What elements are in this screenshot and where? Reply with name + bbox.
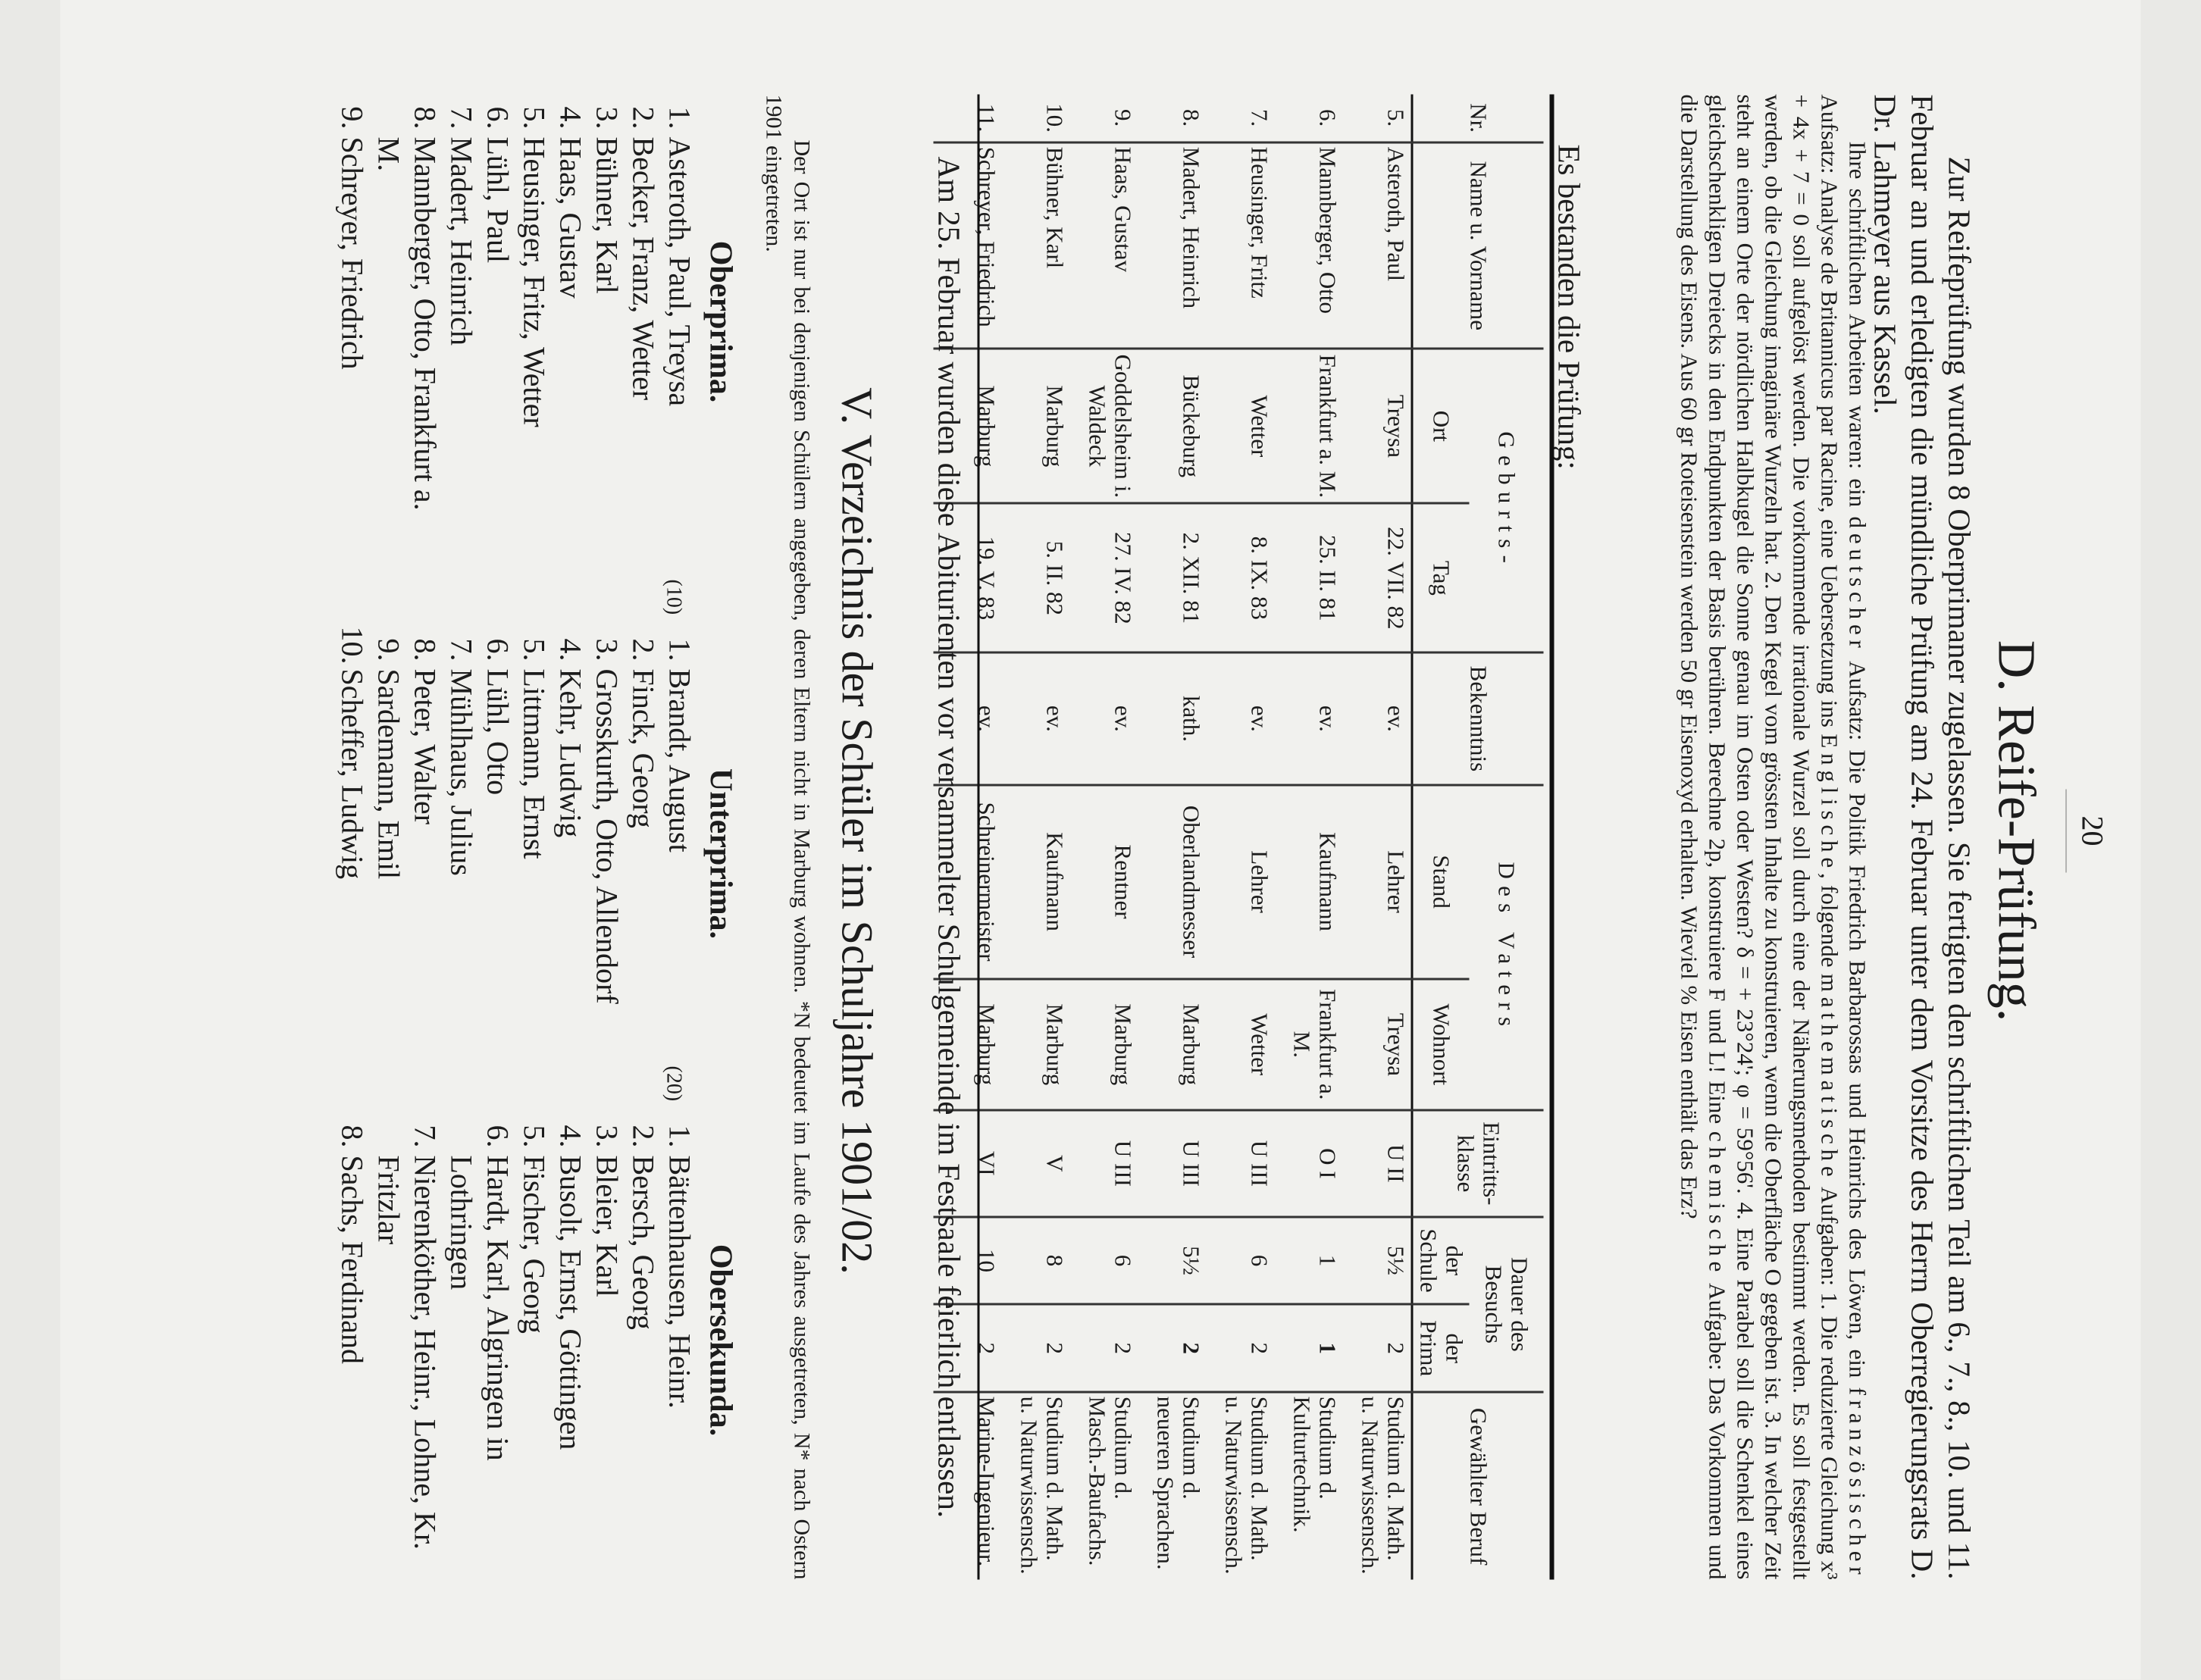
header-der-prima: der Prima — [1412, 1304, 1470, 1392]
header-eintrittsklasse: Eintritts-klasse — [1412, 1110, 1544, 1216]
tasks-text: , folgende — [1816, 872, 1843, 974]
list-item — [334, 95, 371, 549]
list-item — [589, 1113, 625, 1568]
item-text: Madert, Heinrich — [444, 136, 479, 346]
page-number-rule — [2066, 790, 2067, 873]
cell-nr: 10. — [1041, 103, 1069, 133]
section-title: D. Reife-Prüfung. — [1987, 640, 2046, 1022]
header-der-schule: der Schule — [1412, 1217, 1470, 1305]
cell-nr: 5. — [1382, 108, 1410, 127]
scanned-page — [61, 0, 2141, 1680]
cell-stand: Kaufmann — [1275, 785, 1343, 979]
cell-nr: 7. — [1246, 108, 1273, 127]
cell-name: Madert, Heinrich — [1138, 142, 1207, 349]
item-number: 6. — [481, 638, 515, 662]
header-bekenntnis: Bekenntnis — [1412, 652, 1544, 784]
item-number: 1. — [662, 1125, 697, 1148]
list-item — [553, 627, 589, 1081]
cell-tag: 22. VII. 82 — [1343, 503, 1413, 652]
list-item — [589, 95, 625, 549]
dismissal-paragraph: Am 25. Februar wurden diese Abiturienten vor versammelter Schulgemeinde im Festsaale feierlich entlassen. — [931, 156, 967, 1519]
header-wohnort: Wohnort — [1412, 979, 1470, 1111]
cell-prima: 2 — [934, 1304, 1002, 1392]
item-text: Bersch, Georg — [626, 1155, 661, 1330]
cell-name: Heusinger, Fritz — [1207, 142, 1275, 349]
item-text: Heusinger, Fritz, Wetter — [517, 136, 552, 427]
item-text: Becker, Franz, Wetter — [626, 136, 661, 401]
list-item — [371, 95, 443, 549]
passed-heading: Es bestanden die Prüfung: — [1551, 144, 1587, 470]
item-text: Haas, Gustav — [553, 136, 588, 299]
item-text: Busolt, Ernst, Göttingen — [553, 1155, 588, 1450]
item-number: 6. — [481, 1125, 515, 1148]
cell-ort: Goddelsheim i. Waldeck — [1070, 349, 1138, 503]
tasks-text: Aufsatz: Analyse de Britannicus par Racine, eine Uebersetzung ins — [1816, 94, 1843, 734]
cell-tag: 19. V. 83 — [934, 503, 1002, 652]
cell-wohnort: Marburg — [1070, 979, 1138, 1111]
cell-name: Mannberger, Otto — [1275, 142, 1343, 349]
list-item — [516, 1113, 553, 1568]
cell-klasse: U II — [1343, 1110, 1413, 1216]
list-item — [371, 1113, 443, 1568]
list-item — [553, 95, 589, 549]
item-text: Bättenhausen, Heinr. — [662, 1155, 697, 1409]
item-number: 3. — [590, 106, 625, 130]
tasks-spaced-word: mathematische — [1816, 973, 1843, 1182]
table-row — [1138, 95, 1207, 1580]
cell-stand: Schreinermeister — [934, 785, 1002, 979]
item-text: Lühl, Otto — [481, 668, 515, 796]
list-item — [443, 1113, 516, 1568]
list-item — [443, 95, 480, 549]
section5-title: V. Verzeichnis der Schüler im Schuljahre 1901/02. — [832, 387, 882, 1275]
item-text: Bühner, Karl — [590, 136, 625, 294]
unterprima-title: Unterprima. — [703, 768, 738, 940]
intro-paragraph: Zur Reifeprüfung wurden 8 Oberprimaner zugelassen. Sie fertigten den schriftlichen Teil am 6., 7., 8., 10. und 11. Februar an und erledigten die mündliche Prüfung am 24. Februar unter dem Vorsitze des Herrn Oberregierungsrats D. Dr. Lahmeyer aus Kassel. — [1868, 94, 1977, 1580]
list-item — [662, 95, 698, 549]
item-text: Fischer, Georg — [517, 1155, 552, 1334]
cell-bekenntnis: ev. — [934, 652, 1002, 784]
cell-beruf: Studium d. neueren Sprachen. — [1138, 1392, 1207, 1579]
tasks-spaced-word: deutscher — [1844, 516, 1871, 653]
cell-nr: 11. — [973, 103, 1000, 133]
item-number: 1. — [662, 106, 697, 130]
list-item — [589, 627, 625, 1081]
table-bottom-rule — [978, 95, 980, 1580]
cell-schule: 6 — [1207, 1217, 1275, 1305]
cell-bekenntnis: ev. — [1275, 652, 1343, 784]
cell-ort: Marburg — [934, 349, 1002, 503]
item-text: Hardt, Karl, Algringen in Lothringen — [444, 1155, 515, 1461]
item-text: Nierenköther, Heinr., Lohne, Kr. Fritzlar — [371, 1155, 443, 1550]
list-item — [407, 627, 443, 1081]
item-number: 2. — [626, 106, 661, 130]
item-number: 9. — [335, 106, 370, 130]
cell-klasse: U III — [1070, 1110, 1138, 1216]
item-number: 7. — [408, 1125, 443, 1148]
cell-tag: 2. XII. 81 — [1138, 503, 1207, 652]
item-number: 5. — [517, 638, 552, 662]
cell-ort: Marburg — [1002, 349, 1070, 503]
cell-ort: Wetter — [1207, 349, 1275, 503]
item-text: Schreyer, Friedrich — [335, 136, 370, 370]
cell-stand: Lehrer — [1343, 785, 1413, 979]
item-number: 2. — [626, 1125, 661, 1148]
cell-schule: 8 — [1002, 1217, 1070, 1305]
header-ort: Ort — [1412, 349, 1470, 503]
item-text: Asteroth, Paul, Treysa — [662, 136, 697, 407]
cell-prima: 2 — [1343, 1304, 1413, 1392]
item-number: 10. — [335, 626, 370, 665]
unterprima-list — [334, 579, 739, 1081]
obersekunda-list — [334, 1065, 739, 1568]
table-row — [1070, 95, 1138, 1580]
tasks-text: Ihre schriftlichen Arbeiten waren: ein — [1844, 141, 1871, 517]
table-row — [1002, 95, 1070, 1580]
cell-tag: 8. IX. 83 — [1207, 503, 1275, 652]
tasks-text: Aufgabe: Das Vorkommen und die Darstellung des Eisens. Aus 60 gr Roteisenstein werden 50 gr Eisenoxyd erhalten. Wieviel % Eisen enthält das Erz? — [1676, 94, 1731, 1580]
item-text: Finck, Georg — [626, 668, 661, 828]
cell-schule: 1 — [1275, 1217, 1343, 1305]
item-number: 8. — [408, 106, 443, 130]
cell-schule: 5½ — [1343, 1217, 1413, 1305]
cell-prima: 1 — [1275, 1304, 1343, 1392]
oberprima-count: (10) — [662, 579, 686, 615]
cell-bekenntnis: ev. — [1070, 652, 1138, 784]
obersekunda-title: Obersekunda. — [703, 1244, 738, 1437]
item-number: 9. — [371, 638, 406, 662]
cell-schule: 10 — [934, 1217, 1002, 1305]
cell-schule: 6 — [1070, 1217, 1138, 1305]
item-number: 1. — [662, 638, 697, 662]
unterprima-count: (20) — [662, 1065, 686, 1102]
item-number: 4. — [553, 638, 588, 662]
cell-klasse: V — [1002, 1110, 1070, 1216]
cell-prima: 2 — [1207, 1304, 1275, 1392]
item-number: 7. — [444, 638, 479, 662]
oberprima-list — [334, 95, 739, 549]
item-text: Littmann, Ernst — [517, 668, 552, 859]
list-item — [625, 627, 662, 1081]
tasks-text: Aufsatz: Die Politik Friedrich Barbarossas und Heinrichs des Löwen, ein — [1844, 652, 1871, 1387]
cell-wohnort: Treysa — [1343, 979, 1413, 1111]
item-number: 5. — [517, 106, 552, 130]
cell-wohnort: Marburg — [1138, 979, 1207, 1111]
cell-bekenntnis: ev. — [1207, 652, 1275, 784]
cell-bekenntnis: ev. — [1002, 652, 1070, 784]
tasks-spaced-word: chemische — [1704, 1131, 1731, 1278]
cell-stand: Rentner — [1070, 785, 1138, 979]
cell-wohnort: Wetter — [1207, 979, 1275, 1111]
cell-tag: 25. II. 81 — [1275, 503, 1343, 652]
cell-klasse: U III — [1207, 1110, 1275, 1216]
header-dauer: Dauer des Besuchs — [1470, 1217, 1544, 1393]
cell-ort: Bückeburg — [1138, 349, 1207, 503]
list-item — [480, 627, 516, 1081]
cell-name: Asteroth, Paul — [1343, 142, 1413, 349]
header-nr: Nr. — [1465, 103, 1492, 133]
cell-beruf: Studium d. Kulturtechnik. — [1275, 1392, 1343, 1579]
cell-ort: Frankfurt a. M. — [1275, 349, 1343, 503]
cell-prima: 2 — [1138, 1304, 1207, 1392]
cell-stand: Kaufmann — [1002, 785, 1070, 979]
cell-beruf: Marine-Ingenieur. — [934, 1392, 1002, 1579]
cell-beruf: Studium d. Math. u. Naturwissensch. — [1002, 1392, 1070, 1579]
item-text: Mühlhaus, Julius — [444, 668, 479, 876]
cell-name: Haas, Gustav — [1070, 142, 1138, 349]
item-number: 4. — [553, 1125, 588, 1148]
cell-tag: 27. IV. 82 — [1070, 503, 1138, 652]
page-number: 20 — [2075, 815, 2110, 846]
item-text: Sardemann, Emil — [371, 668, 406, 880]
cell-schule: 5½ — [1138, 1217, 1207, 1305]
oberprima-title: Oberprima. — [703, 240, 738, 403]
item-number: 6. — [481, 106, 515, 130]
item-text: Bleier, Karl — [590, 1155, 625, 1297]
cell-wohnort: Frankfurt a. M. — [1275, 979, 1343, 1111]
table-top-rule — [1550, 95, 1554, 1580]
item-number: 8. — [335, 1125, 370, 1148]
item-number: 3. — [590, 1125, 625, 1148]
list-item — [662, 627, 698, 1081]
tasks-spaced-word: französischer — [1844, 1387, 1871, 1580]
graduates-table — [934, 95, 1544, 1580]
tasks-spaced-word: Englische — [1816, 734, 1843, 873]
header-stand: Stand — [1412, 785, 1470, 979]
item-number: 7. — [444, 106, 479, 130]
header-tag: Tag — [1412, 503, 1470, 652]
list-item — [625, 95, 662, 549]
cell-bekenntnis: kath. — [1138, 652, 1207, 784]
list-item — [553, 1113, 589, 1568]
cell-nr: 6. — [1314, 108, 1342, 127]
item-text: Grosskurth, Otto, Allendorf — [590, 668, 625, 1004]
item-text: Scheffer, Ludwig — [335, 668, 370, 880]
item-text: Sachs, Ferdinand — [335, 1155, 370, 1365]
item-text: Brandt, August — [662, 668, 697, 853]
list-item — [516, 627, 553, 1081]
cell-beruf: Studium d. Masch.-Baufachs. — [1070, 1392, 1138, 1579]
table-row — [1343, 95, 1413, 1580]
cell-name: Schreyer, Friedrich — [934, 142, 1002, 349]
cell-prima: 2 — [1070, 1304, 1138, 1392]
cell-nr: 9. — [1110, 108, 1137, 127]
header-beruf: Gewählter Beruf — [1412, 1392, 1544, 1579]
list-item — [443, 627, 480, 1081]
location-note: Der Ort ist nur bei denjenigen Schülern angegeben, deren Eltern nicht in Marburg wohnen. *N bedeutet im Laufe des Jahres ausgetreten, N* nach Ostern 1901 eingetreten. — [761, 94, 815, 1580]
cell-stand: Oberlandmesser — [1138, 785, 1207, 979]
cell-nr: 8. — [1178, 108, 1205, 127]
header-name: Name u. Vorname — [1412, 142, 1544, 349]
cell-stand: Lehrer — [1207, 785, 1275, 979]
item-text: Lühl, Paul — [481, 136, 515, 264]
tasks-paragraph — [1676, 95, 1872, 1580]
cell-beruf: Studium d. Math. u. Naturwissensch. — [1207, 1392, 1275, 1579]
header-geburts: Geburts- — [1470, 349, 1544, 652]
cell-klasse: VI — [934, 1110, 1002, 1216]
list-item — [480, 95, 516, 549]
list-item — [625, 1113, 662, 1568]
tasks-text: Aufgaben: 1. Die reduzierte Gleichung x³ + 4x + 7 = 0 soll aufgelöst werden. Die vorkommende irrationale Wurzel soll durch eine der Näherungsmethoden bestimmt werden. Es soll festgestellt werden, ob die Gleichung imaginäre Wurzeln hat. 2. Den Kegel vom grössten Inhalte zu konstruieren, wenn die Oberfläche O gegeben ist. 3. In welcher Zeit steht an einem Orte der nördlichen Halbkugel die Sonne genau im Osten oder Westen? δ = + 23°24'; φ = 59°56'. 4. Eine Parabel soll die Schenkel eines gleichschenkligen Dreiecks in den Endpunkten der Basis berühren. Berechne 2p, konstruiere F und L! Eine — [1704, 94, 1843, 1580]
table-row — [1275, 95, 1343, 1580]
cell-name: Bühner, Karl — [1002, 142, 1070, 349]
item-text: Peter, Walter — [408, 668, 443, 824]
cell-beruf: Studium d. Math. u. Naturwissensch. — [1343, 1392, 1413, 1579]
list-item — [516, 95, 553, 549]
list-item — [662, 1113, 698, 1568]
cell-wohnort: Marburg — [1002, 979, 1070, 1111]
cell-bekenntnis: ev. — [1343, 652, 1413, 784]
cell-tag: 5. II. 82 — [1002, 503, 1070, 652]
list-item — [334, 1113, 371, 1568]
item-text: Kehr, Ludwig — [553, 668, 588, 838]
header-des-vaters: Des Vaters — [1470, 785, 1544, 1111]
table-row — [1207, 95, 1275, 1580]
list-item — [334, 627, 371, 1081]
item-text: Mannberger, Otto, Frankfurt a. M. — [371, 136, 443, 511]
list-item — [371, 627, 407, 1081]
cell-klasse: O I — [1275, 1110, 1343, 1216]
cell-klasse: U III — [1138, 1110, 1207, 1216]
cell-prima: 2 — [1002, 1304, 1070, 1392]
cell-ort: Treysa — [1343, 349, 1413, 503]
item-number: 8. — [408, 638, 443, 662]
cell-wohnort: Marburg — [934, 979, 1002, 1111]
item-number: 2. — [626, 638, 661, 662]
item-number: 4. — [553, 106, 588, 130]
item-number: 3. — [590, 638, 625, 662]
item-number: 5. — [517, 1125, 552, 1148]
